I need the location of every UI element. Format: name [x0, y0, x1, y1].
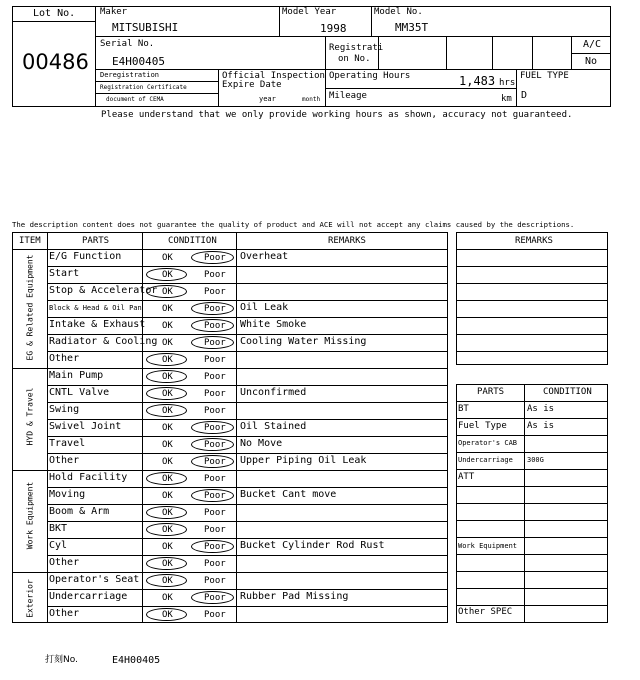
ok-option: OK: [162, 474, 173, 484]
poor-option: Poor: [204, 287, 226, 297]
km-label: km: [501, 94, 512, 104]
hrs-label: hrs: [499, 78, 516, 88]
poor-option: Poor: [204, 321, 226, 331]
ok-option: OK: [162, 355, 173, 365]
ok-option: OK: [162, 457, 173, 467]
col-remarks-header: REMARKS: [328, 236, 366, 246]
ok-option: OK: [162, 304, 173, 314]
ok-selected-circle: [146, 608, 187, 621]
poor-selected-circle: [191, 421, 234, 434]
col-item-header: ITEM: [19, 236, 41, 246]
lot-number: 00486: [22, 50, 89, 74]
part-name: Boom & Arm: [49, 506, 110, 517]
maker-value: MITSUBISHI: [112, 21, 179, 34]
part-name: Undercarriage: [49, 591, 128, 602]
remark-text: Oil Leak: [240, 302, 289, 313]
right-condition: 300G: [527, 456, 544, 464]
group-label: EG & Related Equipment: [25, 254, 35, 361]
poor-option: Poor: [204, 559, 226, 569]
hours-note: Please understand that we only provide working hours as shown, accuracy not guaranteed.: [101, 110, 573, 120]
remark-text: No Move: [240, 438, 283, 449]
poor-option: Poor: [204, 389, 226, 399]
cema-label: document of CEMA: [106, 96, 164, 103]
stamp-value: E4H00405: [112, 655, 161, 666]
ok-selected-circle: [146, 523, 187, 536]
ok-selected-circle: [146, 557, 187, 570]
ok-selected-circle: [146, 285, 187, 298]
ok-option: OK: [162, 610, 173, 620]
ok-option: OK: [162, 372, 173, 382]
poor-option: Poor: [204, 474, 226, 484]
poor-selected-circle: [191, 302, 234, 315]
ok-selected-circle: [146, 574, 187, 587]
ok-selected-circle: [146, 370, 187, 383]
model-year-label: Model Year: [282, 7, 337, 17]
month-label: month: [302, 96, 321, 103]
ok-selected-circle: [146, 387, 187, 400]
part-name: Cyl: [49, 540, 68, 551]
remark-text: Bucket Cylinder Rod Rust: [240, 540, 385, 551]
poor-option: Poor: [204, 508, 226, 518]
ok-option: OK: [162, 525, 173, 535]
ok-selected-circle: [146, 472, 187, 485]
serial-label: Serial No.: [100, 39, 155, 49]
right-condition: As is: [527, 421, 555, 431]
ok-option: OK: [162, 321, 173, 331]
model-no-label: Model No.: [374, 7, 423, 17]
ok-selected-circle: [146, 404, 187, 417]
ok-option: OK: [162, 593, 173, 603]
part-name: BKT: [49, 523, 68, 534]
ok-selected-circle: [146, 268, 187, 281]
poor-option: Poor: [204, 304, 226, 314]
stamp-label: 打刻No.: [45, 655, 78, 665]
part-name: Start: [49, 268, 80, 279]
poor-selected-circle: [191, 438, 234, 451]
registration-label-1: Registrati: [329, 43, 384, 53]
ok-option: OK: [162, 423, 173, 433]
registration-label-2: on No.: [338, 54, 371, 64]
model-no-value: MM35T: [395, 21, 429, 34]
poor-option: Poor: [204, 355, 226, 365]
right-remarks-header: REMARKS: [515, 236, 553, 246]
right-part: Undercarriage: [458, 456, 513, 464]
right-remarks-border: [456, 232, 608, 365]
ac-label: A/C: [583, 39, 602, 50]
poor-option: Poor: [204, 440, 226, 450]
operating-hours-value: 1,483: [459, 74, 496, 88]
right-condition: As is: [527, 404, 555, 414]
lot-label: Lot No.: [33, 8, 76, 19]
ok-option: OK: [162, 559, 173, 569]
col-parts-header: PARTS: [82, 236, 110, 246]
poor-option: Poor: [204, 576, 226, 586]
part-name: Radiator & Cooling: [49, 336, 158, 347]
ok-selected-circle: [146, 353, 187, 366]
other-spec-label: Other SPEC: [458, 607, 513, 617]
disclaimer: The description content does not guarantee the quality of product and ACE will not accept any claims caused by the descriptions.: [12, 220, 575, 229]
col-condition-header: CONDITION: [168, 236, 217, 246]
part-name: Other: [49, 455, 80, 466]
reg-cert-label: Registration Certificate: [100, 84, 187, 91]
remark-text: Rubber Pad Missing: [240, 591, 349, 602]
ok-option: OK: [162, 491, 173, 501]
poor-option: Poor: [204, 423, 226, 433]
inspection-label-2: Expire Date: [222, 80, 282, 90]
right-part: BT: [458, 404, 469, 414]
right-condition-header: CONDITION: [543, 387, 592, 397]
part-name: Other: [49, 353, 80, 364]
poor-selected-circle: [191, 251, 234, 264]
ok-option: OK: [162, 338, 173, 348]
poor-selected-circle: [191, 336, 234, 349]
group-label: Exterior: [25, 579, 35, 618]
part-name: Other: [49, 608, 80, 619]
poor-option: Poor: [204, 270, 226, 280]
right-part: Fuel Type: [458, 421, 507, 431]
remark-text: Cooling Water Missing: [240, 336, 367, 347]
group-label: Work Equipment: [25, 481, 35, 550]
poor-selected-circle: [191, 319, 234, 332]
model-year-value: 1998: [320, 22, 347, 35]
part-name: Other: [49, 557, 80, 568]
poor-option: Poor: [204, 253, 226, 263]
inspection-label-1: Official Inspection: [222, 71, 325, 81]
serial-value: E4H00405: [112, 55, 165, 68]
dereg-label: Deregistration: [100, 71, 160, 79]
poor-selected-circle: [191, 540, 234, 553]
remark-text: Oil Stained: [240, 421, 307, 432]
poor-option: Poor: [204, 525, 226, 535]
poor-option: Poor: [204, 491, 226, 501]
part-name: Swing: [49, 404, 80, 415]
ok-option: OK: [162, 287, 173, 297]
ok-option: OK: [162, 253, 173, 263]
part-name: Hold Facility: [49, 472, 128, 483]
remark-text: Overheat: [240, 251, 289, 262]
ok-option: OK: [162, 406, 173, 416]
remark-text: White Smoke: [240, 319, 307, 330]
operating-hours-label: Operating Hours: [329, 71, 411, 81]
part-name: Swivel Joint: [49, 421, 122, 432]
ok-option: OK: [162, 576, 173, 586]
right-parts-header: PARTS: [477, 387, 505, 397]
part-name: Moving: [49, 489, 86, 500]
poor-option: Poor: [204, 406, 226, 416]
remark-text: Bucket Cant move: [240, 489, 337, 500]
poor-option: Poor: [204, 338, 226, 348]
part-name: E/G Function: [49, 251, 122, 262]
ok-option: OK: [162, 542, 173, 552]
ok-option: OK: [162, 389, 173, 399]
remark-text: Unconfirmed: [240, 387, 307, 398]
poor-selected-circle: [191, 489, 234, 502]
right-part: ATT: [458, 472, 475, 482]
ok-option: OK: [162, 270, 173, 280]
maker-label: Maker: [100, 7, 128, 17]
poor-option: Poor: [204, 610, 226, 620]
fuel-type-label: FUEL TYPE: [520, 71, 569, 81]
ok-option: OK: [162, 508, 173, 518]
mileage-label: Mileage: [329, 91, 367, 101]
part-name: Operator's Seat: [49, 574, 140, 585]
part-name: Main Pump: [49, 370, 104, 381]
poor-selected-circle: [191, 591, 234, 604]
part-name: CNTL Valve: [49, 387, 110, 398]
part-name: Travel: [49, 438, 86, 449]
part-name: Block & Head & Oil Pan: [49, 304, 142, 312]
fuel-type-value: D: [521, 90, 528, 101]
poor-option: Poor: [204, 542, 226, 552]
remark-text: Upper Piping Oil Leak: [240, 455, 367, 466]
poor-option: Poor: [204, 457, 226, 467]
poor-option: Poor: [204, 372, 226, 382]
part-name: Stop & Accelerator: [49, 285, 158, 296]
right-part: Operator's CAB: [458, 439, 518, 447]
year-label: year: [259, 95, 276, 103]
group-label: HYD & Travel: [25, 387, 35, 446]
poor-selected-circle: [191, 455, 234, 468]
ok-selected-circle: [146, 506, 187, 519]
ok-option: OK: [162, 440, 173, 450]
poor-option: Poor: [204, 593, 226, 603]
work-equipment-label: Work Equipment: [458, 542, 518, 550]
ac-value: No: [585, 56, 598, 67]
part-name: Intake & Exhaust: [49, 319, 146, 330]
